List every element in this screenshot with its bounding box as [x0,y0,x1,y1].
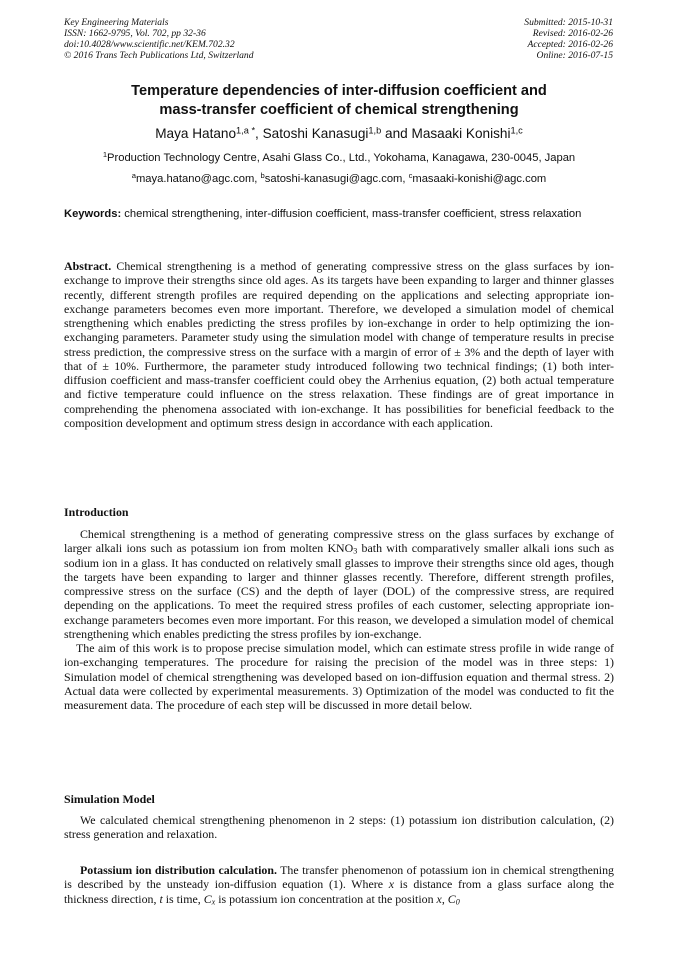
accepted-date: Accepted: 2016-02-26 [527,39,613,50]
journal-header [64,17,254,61]
author-name: Maya Hatano [155,126,237,141]
revised-date: Revised: 2016-02-26 [532,28,613,39]
affiliation [64,151,614,165]
paragraph-text: bath with comparatively smaller alkali ions such as sodium ion in a glass. It has conducted on relatively small glasses to improve their strengths since old ages, though the targets have been expanding to larger and thinner glasses recently. Therefore, different strength profiles, compressive stress on the surface (CS) and the depth of layer (DOL) of the compressive stress, are required depending on the applications. To meet the required stress profiles of each customer, selecting appropriate ion-exchange parameters becomes even more important. For this reason, we developed a simulation model of chemical strengthening which enables predicting the stress profiles by ion-exchange. [64,541,614,641]
variable-x: x [436,891,442,906]
submitted-date: Submitted: 2015-10-31 [524,17,613,28]
paragraph-text: , [441,891,448,906]
subscript-text: x [211,897,216,907]
variable-c0: C [447,891,456,906]
author-affiliation-mark: 1,c [510,125,523,136]
simulation-paragraph-1 [64,813,614,842]
keywords-label: Keywords: [64,208,122,220]
subscript: 3 [353,546,358,556]
author-affiliation-mark: 1,b [368,125,382,136]
author-affiliation-mark: 1,a * [236,125,256,136]
issn-line: ISSN: 1662-9795, Vol. 702, pp 32-36 [64,28,206,39]
run-in-heading: Potassium ion distribution calculation. [80,863,277,877]
introduction-heading: Introduction [64,505,129,519]
abstract-text: Chemical strengthening is a method of generating compressive stress on the glass surfaces by ion-exchange to improve their strengths since old ages. As its targets have been expanding to larger and thinner glasses recently, different strength profiles are required depending on the applications and selecting appropriate ion-exchange parameters becomes even more important. Therefore, we developed a simulation model of chemical strengthening which enables predicting the stress profiles by ion-exchange in order to help optimizing the ion-exchanging parameters. Parameter study using the simulation model with change of temperature results in precise stress prediction, the compressive stress on the surface with a margin of error of ± 3% and the depth of layer with that of ± 10%. Furthermore, the parameter study introduced following two technical findings; (1) both inter-diffusion coefficient and mass-transfer coefficient could obey the Arrhenius equation, (2) both actual temperature and fictive temperature could influence on the stress relaxation. These findings are of great importance in comprehending the phenomena associated with ion-exchange. It has possibilities for beneficial feedback to the composition development and optimum stress design in accordance with each application. [64,259,614,430]
simulation-model-heading: Simulation Model [64,792,155,806]
author-separator: and [381,126,412,141]
paragraph-text: The transfer phenomenon of potassium ion in chemical strengthening is described by the unsteady ion-diffusion equation (1). Where [64,863,614,892]
introduction-body [64,527,614,712]
email-mark: c [408,171,413,181]
simulation-paragraph-2 [64,863,614,906]
title-line-2: mass-transfer coefficient of chemical strengthening [159,102,519,118]
keywords-text: chemical strengthening, inter-diffusion coefficient, mass-transfer coefficient, stress relaxation [121,208,582,220]
affiliation-text: Production Technology Centre, Asahi Glass Co., Ltd., Yokohama, Kanagawa, 230-0045, Japan [107,152,576,164]
paragraph-text: Chemical strengthening is a method of generating compressive stress on the glass surfaces by exchange of larger alkali ions such as potassium ion from molten KNO [64,527,614,556]
paragraph-text [64,863,614,906]
author-name: Masaaki Konishi [411,126,511,141]
online-date: Online: 2016-07-15 [536,50,613,61]
email-address[interactable]: masaaki-konishi@agc.com [412,173,547,185]
author-separator: , [255,126,263,141]
abstract-label: Abstract. [64,259,112,273]
introduction-paragraph-1 [64,527,614,641]
paragraph-text: is distance from a glass surface along the thickness direction, [64,877,614,906]
keywords-section [64,207,614,221]
variable-cx: C [203,891,212,906]
email-mark: b [260,171,265,181]
author-name: Satoshi Kanasugi [262,126,369,141]
journal-name: Key Engineering Materials [64,17,169,28]
email-address[interactable]: satoshi-kanasugi@agc.com, [264,173,409,185]
dates-header [524,17,613,61]
variable-t: t [159,891,163,906]
affiliation-mark: 1 [102,150,108,160]
title-line-1: Temperature dependencies of inter-diffusion coefficient and [131,83,547,99]
paragraph-text: is time, [162,891,204,906]
email-mark: a [131,171,136,181]
email-address[interactable]: maya.hatano@agc.com, [135,173,261,185]
email-list [64,172,614,186]
paragraph-text: We calculated chemical strengthening phenomenon in 2 steps: (1) potassium ion distribution calculation, (2) stress generation and relaxation. [64,813,614,842]
introduction-paragraph-2: The aim of this work is to propose precise simulation model, which can estimate stress profile in wide range of ion-exchanging temperatures. The procedure for raising the precision of the model was in three steps: 1) Simulation model of chemical strengthening was developed based on ion-diffusion equation and thermal stress. 2) Actual data were collected by experimental measurements. 3) Optimization of the model was conducted to fit the measurement data. The procedure of each step will be discussed in more detail below. [64,641,614,712]
author-list [64,125,614,142]
paragraph-text: is potassium ion concentration at the position [215,891,437,906]
abstract-section [64,259,614,430]
variable-x: x [388,877,394,892]
subscript-text: 0 [455,897,460,907]
copyright-line: © 2016 Trans Tech Publications Ltd, Switzerland [64,50,254,61]
doi-line: doi:10.4028/www.scientific.net/KEM.702.32 [64,39,235,50]
paper-title [64,82,614,120]
subscript [456,897,460,906]
